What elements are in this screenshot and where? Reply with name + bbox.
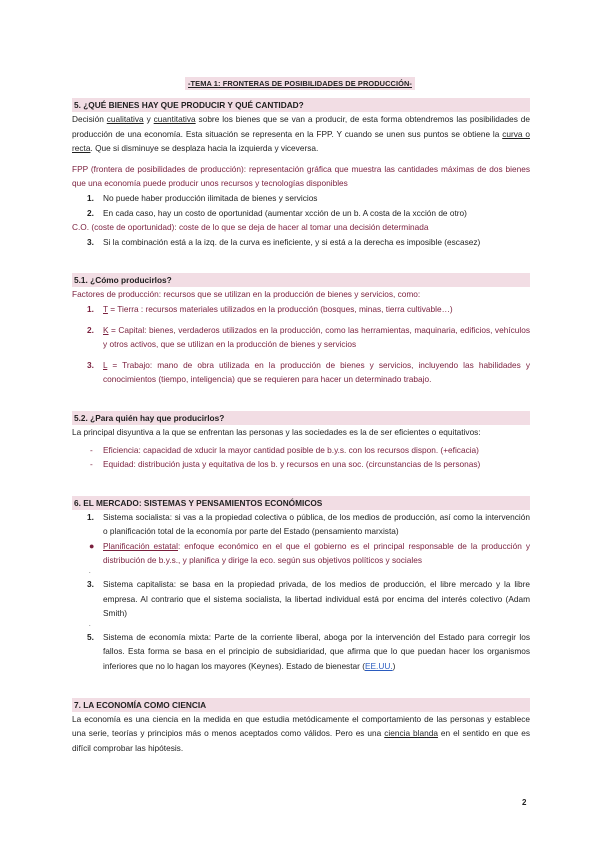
fpp-definition: FPP (frontera de posibilidades de producción): representación gráfica que muestra las cantidades máximas de dos bienes que una economía puede producir unos recursos y tecnologías disponibles (72, 163, 530, 189)
list-item-text: Sistema socialista: si vas a la propiedad colectiva o pública, de los medios de producción, así como la intervención o planificación total de la economía por parte del Estado (pensamiento marxista) (103, 511, 530, 537)
stray-mark: . (89, 621, 91, 628)
list-item-text: Si la combinación está a la izq. de la curva es ineficiente, y si está a la derecha es imposible (escasez) (103, 236, 481, 247)
text-run: y (143, 114, 154, 124)
list-item (72, 577, 530, 621)
text-run: ) (392, 661, 396, 672)
economic-systems-list (72, 510, 530, 568)
list-item (72, 630, 530, 674)
economic-systems-list-end (72, 630, 530, 674)
list-item-text: Eficiencia: capacidad de xducir la mayor cantidad posible de b.y.s. con los recursos dispon. (+eficacia) (103, 444, 479, 455)
list-marker: 3. (87, 236, 94, 247)
text-run: La economía es una ciencia en la medida en que estudia metódicamente el comportamiento de las personas y establece una serie, teorías y principios más o menos aceptados como válidos. Pero es una (72, 713, 530, 739)
page-number: 2 (522, 798, 527, 807)
text-run: en el sentido en que es difícil comprobar las hipótesis. (72, 728, 531, 753)
section-5-2-intro: La principal disyuntiva a la que se enfrentan las personas y las sociedades es la de ser eficientes o equitativos: (72, 426, 481, 437)
eeuu-link[interactable]: EE.UU. (364, 661, 393, 672)
section-5-paragraph (72, 112, 530, 156)
list-item (72, 539, 530, 568)
list-item-text: En cada caso, hay un costo de oportunidad (aumentar xcción de un b. A costa de la xcción de otro) (103, 207, 467, 218)
section-5-list-cont (72, 235, 530, 250)
underlined-term: curva o recta (72, 128, 530, 154)
bullet-icon: ● (89, 540, 95, 551)
list-item-text: Sistema de economía mixta: Parte de la corriente liberal, aboga por la intervención del Estado para corregir los fallos. Esta forma se basa en el principio de subsidiaridad, que afirma que lo que puedan hacer los organismos inferiores que no lo hagan los mayores (Keynes). Estado de bienestar ( (103, 631, 530, 672)
list-marker: 3. (87, 579, 94, 590)
list-item-text: Equidad: distribución justa y equitativa de los b. y recursos en una soc. (circunstancias de ls personas) (103, 459, 481, 470)
list-item (72, 302, 530, 317)
underlined-term: Planificación estatal (103, 540, 178, 551)
document-title (0, 73, 600, 91)
text-run: sobre los bienes que se van a producir, de esta forma obtendremos las posibilidades de producción de una economía. Esta situación se representa en la FPP. Y cuando se unen sus puntos se obtiene la (72, 114, 531, 139)
list-item (72, 358, 530, 387)
section-5-1-intro: Factores de producción: recursos que se utilizan en la producción de bienes y servicios, como: (72, 289, 421, 300)
list-marker: 2. (87, 324, 94, 335)
co-definition: C.O. (coste de oportunidad): coste de lo que se deja de hacer al tomar una decisión determinada (72, 222, 429, 233)
list-item (72, 191, 530, 206)
underlined-term: cualitativa (106, 114, 144, 124)
section-7-heading: 7. LA ECONOMÍA COMO CIENCIA (72, 698, 530, 712)
economic-systems-list-cont (72, 577, 530, 621)
factors-list (72, 302, 530, 387)
text-run: Decisión (72, 114, 107, 124)
list-item-text: No puede haber producción ilimitada de bienes y servicios (103, 192, 318, 203)
list-item (72, 443, 530, 458)
factor-letter: L (103, 359, 108, 370)
list-item-text: = Capital: bienes, verdaderos utilizados en la producción, como las herramientas, maquinaria, edificios, vehículos y otros activos, que se utilizan en la producción de bienes y servicios (103, 324, 530, 350)
section-7-paragraph (72, 712, 530, 756)
efficiency-equity-list (72, 443, 530, 472)
list-item (72, 206, 530, 221)
list-marker: - (90, 459, 93, 470)
list-item (72, 323, 530, 352)
stray-mark: . (89, 569, 91, 576)
section-5-heading: 5. ¿QUÉ BIENES HAY QUE PRODUCIR Y QUÉ CANTIDAD? (72, 98, 530, 112)
section-5-2-heading: 5.2. ¿Para quién hay que producirlos? (72, 411, 530, 425)
underlined-term: cuantitativa (153, 114, 196, 124)
section-5-list (72, 191, 530, 220)
list-marker: 5. (87, 631, 94, 642)
list-marker: 1. (87, 511, 94, 522)
list-marker: 2. (87, 207, 94, 218)
text-run: . Que si disminuye se desplaza hacia la izquierda y viceversa. (90, 143, 319, 154)
document-body (72, 98, 530, 755)
list-item-text: Sistema capitalista: se basa en la propiedad privada, de los medios de producción, el libre mercado y la libre empresa. Al contrario que el sistema socialista, la libertad individual está por encima del interés colectivo (Adam Smith) (103, 579, 530, 619)
list-item (72, 457, 530, 472)
list-item (72, 235, 530, 250)
list-item (72, 510, 530, 539)
list-item-text: = Tierra : recursos materiales utilizados en la producción (bosques, minas, tierra cultivable…) (107, 303, 453, 314)
list-marker: 1. (87, 192, 94, 203)
section-5-1-heading: 5.1. ¿Cómo producirlos? (72, 273, 530, 287)
list-item-text: : enfoque económico en el que el gobierno es el principal responsable de la producción y distribución de b.y.s., y planifica y dirige la eco. según sus objetivos políticos y sociales (103, 540, 530, 566)
list-marker: - (90, 444, 93, 455)
factor-letter: K (103, 324, 109, 335)
list-marker: 3. (87, 359, 94, 370)
list-marker: 1. (87, 303, 94, 314)
document-title-text: -TEMA 1: FRONTERAS DE POSIBILIDADES DE PRODUCCIÓN- (185, 77, 415, 90)
list-item-text: = Trabajo: mano de obra utilizada en la producción de bienes y servicios, incluyendo las habilidades y conocimientos (tiempo, inteligencia) que se requieren para hacer un determinado trabajo. (103, 359, 530, 385)
factor-letter: T (103, 303, 108, 314)
section-6-heading: 6. EL MERCADO: SISTEMAS Y PENSAMIENTOS ECONÓMICOS (72, 496, 530, 510)
underlined-term: ciencia blanda (384, 728, 438, 739)
